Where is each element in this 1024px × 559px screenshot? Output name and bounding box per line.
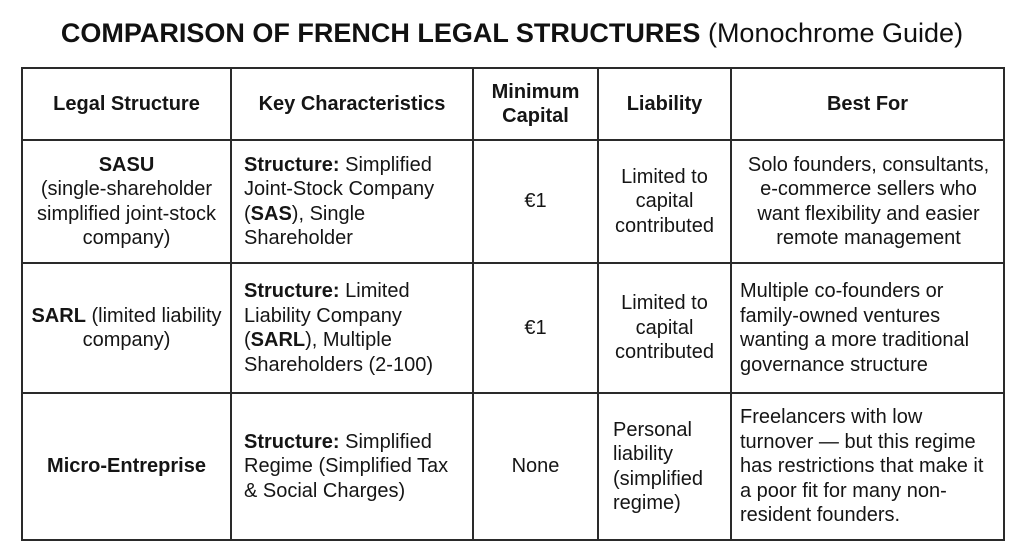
page-title [0,14,1024,52]
structure-label: Structure: [244,153,340,176]
cell-key-characteristics [231,263,473,393]
structure-abbr: SARL [250,329,306,351]
header-best-for: Best For [731,68,1004,140]
table-row-micro-entreprise [22,393,1004,540]
header-legal-structure: Legal Structure [22,68,231,140]
cell-key-characteristics [231,393,473,540]
structure-description: (single-shareholder simplified joint-stock company) [37,178,216,249]
cell-best-for: Multiple co-founders or family-owned ventures wanting a more traditional governance structure [731,263,1004,393]
cell-best-for: Solo founders, consultants, e-commerce sellers who want flexibility and easier remote management [731,140,1004,263]
structure-text: Simplified Joint-Stock Company ( [244,153,435,225]
cell-legal-structure [22,263,231,393]
cell-key-characteristics [231,140,473,263]
structure-name: Micro-Entreprise [47,455,206,478]
cell-legal-structure [22,140,231,263]
structure-abbr: SAS [250,202,292,225]
cell-liability: Personal liability (simplified regime) [598,393,731,540]
header-minimum-capital: Minimum Capital [473,68,598,140]
title-subtitle: (Monochrome Guide) [707,18,964,48]
header-liability: Liability [598,68,731,140]
structure-text: Limited Liability Company ( [244,280,410,351]
header-key-characteristics: Key Characteristics [231,68,473,140]
cell-best-for: Freelancers with low turnover — but this regime has restrictions that make it a poor fit for many non-resident founders. [731,393,1004,540]
table-header-row [22,68,1004,140]
structure-description: (limited liability company) [82,304,222,351]
cell-liability: Limited to capital contributed [598,263,731,393]
cell-liability: Limited to capital contributed [598,140,731,263]
cell-minimum-capital: None [473,393,598,540]
comparison-table [21,67,1005,541]
structure-text-end: ), Multiple Shareholders (2-100) [244,329,433,376]
structure-label: Structure: [244,280,340,302]
structure-name: SARL [31,304,86,327]
structure-label: Structure: [244,430,340,453]
structure-text: Simplified Regime (Simplified Tax & Social Charges) [244,430,449,502]
cell-minimum-capital: €1 [473,140,598,263]
title-main: COMPARISON OF FRENCH LEGAL STRUCTURES [60,18,701,48]
cell-legal-structure [22,393,231,540]
structure-text-end: ), Single Shareholder [244,202,366,249]
table-row-sarl [22,263,1004,393]
structure-name: SASU [98,153,155,176]
table-row-sasu [22,140,1004,263]
cell-minimum-capital: €1 [473,263,598,393]
